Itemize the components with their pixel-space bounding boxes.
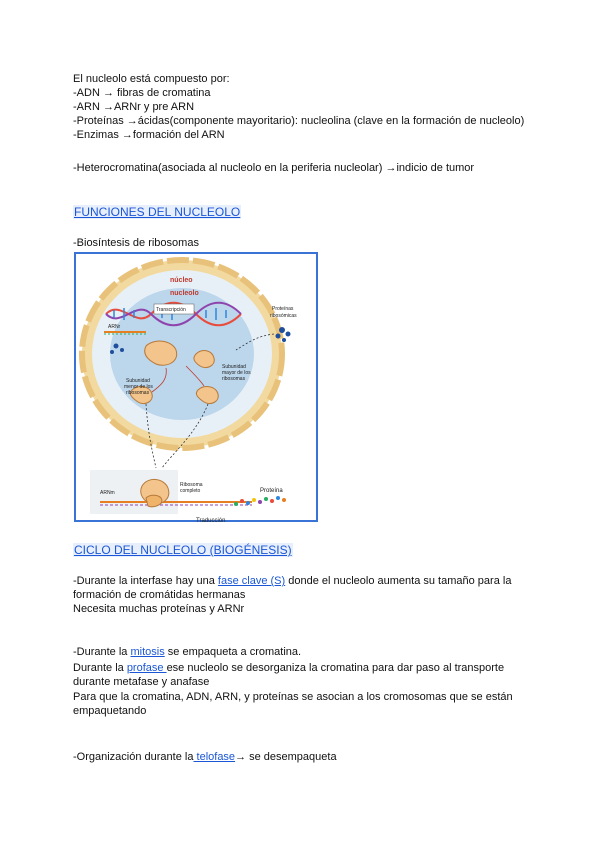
nucleolo-label: nucleolo [170,290,199,297]
transcripcion-label: Transcripción [156,307,186,313]
subunidad-mayor-label-2: mayor de los [222,370,251,376]
mitosis-line [73,645,301,659]
profase-paragraph [73,661,533,689]
biosintesis-line: -Biosíntesis de ribosomas [73,237,199,249]
necesita-line: Necesita muchas proteínas y ARNr [73,603,245,615]
profase-text-pre: Durante la [73,662,127,674]
proteinas-label-1: Proteínas [272,306,294,312]
ribosoma-label-2: completo [180,488,201,494]
mitosis-text-pre: -Durante la [73,646,131,658]
cycle-heading[interactable]: CICLO DEL NUCLEOLO (BIOGÉNESIS) [74,543,292,557]
telofase-text-pre: -Organización durante la [73,751,194,763]
interfase-text-post: donde el nucleolo aumenta su tamaño para la formación de cromátidas hermanas [73,575,512,601]
functions-heading[interactable]: FUNCIONES DEL NUCLEOLO [74,205,241,219]
profase-link[interactable]: profase [126,662,167,674]
telofase-line [73,750,337,764]
composition-item-proteinas: -Proteínas →ácidas(componente mayoritario): nucleolina (clave en la formación de nucleolo) [73,115,525,127]
composition-item-arn: -ARN →ARNr y pre ARN [73,101,195,113]
subunidad-mayor-label-1: Subunidad [222,364,246,370]
subunidad-menor-label-3: ribosomas [126,390,150,396]
subunidad-mayor-label-3: ribosomas [222,376,246,382]
profase-text-post: ese nucleolo se desorganiza la cromatina para dar paso al transporte durante metafase y anafase [73,662,505,688]
ribosome-biogenesis-figure [74,252,318,522]
arnr-label: ARNr [108,324,121,330]
composition-intro: El nucleolo está compuesto por: [73,73,230,85]
subunidad-menor-label-2: menor de los [124,384,153,390]
interfase-paragraph [73,574,533,602]
ribosoma-label-1: Ribosoma [180,482,203,488]
telofase-link[interactable]: telofase [193,751,236,763]
proteinas-label-2: ribosómicas [270,313,297,319]
mitosis-text-post: se empaqueta a cromatina. [164,646,302,658]
arnm-label: ARNm [100,490,115,496]
proteina-label: Proteína [260,488,283,494]
subunidad-menor-label-1: Subunidad [126,378,150,384]
heterocromatina-line: -Heterocromatina(asociada al nucleolo en la periferia nucleolar) →indicio de tumor [73,162,475,174]
composition-item-adn: -ADN → fibras de cromatina [73,87,211,99]
fase-clave-link[interactable]: fase clave (S) [217,575,286,587]
traduccion-label: Traducción [196,518,226,524]
composition-item-enzimas: -Enzimas →formación del ARN [73,129,225,141]
telofase-text-post: → se desempaqueta [235,751,337,763]
nucleo-label: núcleo [170,277,193,284]
para-que-paragraph: Para que la cromatina, ADN, ARN, y proteínas se asocian a los cromosomas que se están empaquetando [73,691,513,717]
interfase-text-pre: -Durante la interfase hay una [73,575,218,587]
mitosis-link[interactable]: mitosis [130,646,165,658]
biogenesis-diagram [76,254,316,524]
